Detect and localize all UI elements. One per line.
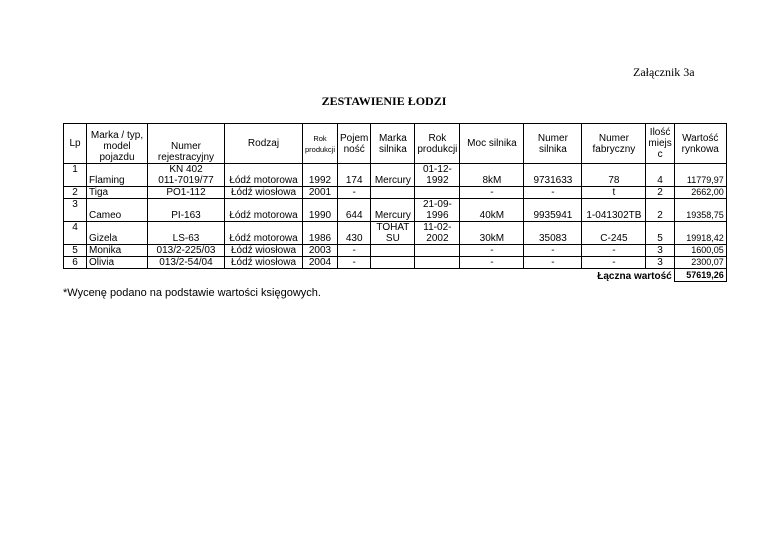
total-label: Łączna wartość [597,270,672,282]
cell-lp: 2 [64,187,87,199]
cell-moc: - [460,187,524,199]
cell-wartosc: 1600,05 [674,245,726,257]
table-row [64,245,727,257]
cell-rok-silnika [415,257,460,269]
cell-rok: 1990 [303,199,338,222]
cell-numer-silnika: - [524,257,582,269]
cell-numer-fabryczny: - [582,257,646,269]
cell-rok-silnika: 01-12- 1992 [415,164,460,187]
cell-marka-silnika: Mercury [371,199,415,222]
cell-pojemnosc: 430 [338,222,371,245]
cell-rok-silnika [415,187,460,199]
cell-lp: 5 [64,245,87,257]
cell-rok: 2003 [303,245,338,257]
cell-lp: 1 [64,164,87,187]
cell-miejsca: 4 [646,164,674,187]
cell-marka-silnika: Mercury [371,164,415,187]
cell-marka: Tiga [87,187,148,199]
boats-table [63,123,727,282]
cell-miejsca: 2 [646,187,674,199]
cell-moc: 8kM [460,164,524,187]
cell-pojemnosc: 644 [338,199,371,222]
cell-marka: Flaming [87,164,148,187]
cell-rok: 1992 [303,164,338,187]
cell-numer-silnika: 35083 [524,222,582,245]
cell-moc: - [460,257,524,269]
cell-marka: Olivia [87,257,148,269]
footnote: *Wycenę podano na podstawie wartości księgowych. [63,287,321,299]
table-row [64,187,727,199]
header-rok-produkcji-silnika: Rok produkcji [415,124,460,164]
cell-rok: 1986 [303,222,338,245]
cell-wartosc: 2662,00 [674,187,726,199]
cell-wartosc: 19358,75 [674,199,726,222]
header-rodzaj: Rodzaj [225,124,303,164]
total-value: 57619,26 [674,269,726,282]
cell-rok-silnika: 11-02- 2002 [415,222,460,245]
cell-lp: 3 [64,199,87,222]
table-row [64,199,727,222]
cell-marka: Gizela [87,222,148,245]
cell-wartosc: 2300,07 [674,257,726,269]
header-rok-produkcji: Rok produkcji [303,124,338,164]
cell-rodzaj: Łódź motorowa [225,164,303,187]
cell-numer-fabryczny: - [582,245,646,257]
cell-marka-silnika [371,257,415,269]
table-row [64,257,727,269]
page-title: ZESTAWIENIE ŁODZI [321,94,447,108]
cell-miejsca: 3 [646,257,674,269]
header-marka: Marka / typ, model pojazdu [87,124,148,164]
cell-numer-fabryczny: 78 [582,164,646,187]
header-numer-fabryczny: Numer fabryczny [582,124,646,164]
cell-numer-rej: 013/2-54/04 [148,257,225,269]
cell-numer-silnika: - [524,245,582,257]
total-row [64,269,727,282]
cell-rodzaj: Łódź motorowa [225,199,303,222]
cell-miejsca: 2 [646,199,674,222]
cell-miejsca: 3 [646,245,674,257]
cell-numer-silnika: 9731633 [524,164,582,187]
header-wartosc-rynkowa: Wartość rynkowa [674,124,726,164]
cell-numer-rej: PO1-112 [148,187,225,199]
attachment-label: Załącznik 3a [633,65,695,79]
cell-numer-rej: LS-63 [148,222,225,245]
cell-marka: Monika [87,245,148,257]
cell-rok-silnika: 21-09- 1996 [415,199,460,222]
cell-rodzaj: Łódź wiosłowa [225,257,303,269]
header-pojemnosc: Pojem ność [338,124,371,164]
cell-wartosc: 19918,42 [674,222,726,245]
cell-marka-silnika: TOHAT SU [371,222,415,245]
header-lp: Lp [64,124,87,164]
cell-numer-fabryczny: C-245 [582,222,646,245]
cell-pojemnosc: 174 [338,164,371,187]
cell-marka: Cameo [87,199,148,222]
cell-moc: 40kM [460,199,524,222]
cell-rodzaj: Łódź wiosłowa [225,187,303,199]
cell-miejsca: 5 [646,222,674,245]
cell-wartosc: 11779,97 [674,164,726,187]
header-moc-silnika: Moc silnika [460,124,524,164]
cell-pojemnosc: - [338,245,371,257]
header-numer-rejestracyjny: Numer rejestracyjny [148,124,225,164]
cell-marka-silnika [371,245,415,257]
cell-lp: 4 [64,222,87,245]
cell-marka-silnika [371,187,415,199]
cell-rodzaj: Łódź motorowa [225,222,303,245]
cell-lp: 6 [64,257,87,269]
cell-rok-silnika [415,245,460,257]
cell-rok: 2004 [303,257,338,269]
cell-rok: 2001 [303,187,338,199]
cell-pojemnosc: - [338,187,371,199]
cell-numer-silnika: 9935941 [524,199,582,222]
cell-rodzaj: Łódź wiosłowa [225,245,303,257]
cell-numer-rej: PI-163 [148,199,225,222]
table-row [64,222,727,245]
header-marka-silnika: Marka silnika [371,124,415,164]
cell-pojemnosc: - [338,257,371,269]
cell-numer-rej: 013/2-225/03 [148,245,225,257]
cell-moc: - [460,245,524,257]
cell-numer-fabryczny: 1-041302TB [582,199,646,222]
cell-moc: 30kM [460,222,524,245]
table-row [64,164,727,187]
cell-numer-rej: KN 402 011-7019/77 [148,164,225,187]
header-row [64,124,727,164]
cell-numer-silnika: - [524,187,582,199]
cell-numer-fabryczny: t [582,187,646,199]
header-numer-silnika: Numer silnika [524,124,582,164]
header-ilosc-miejsc: Ilość miejs c [646,124,674,164]
